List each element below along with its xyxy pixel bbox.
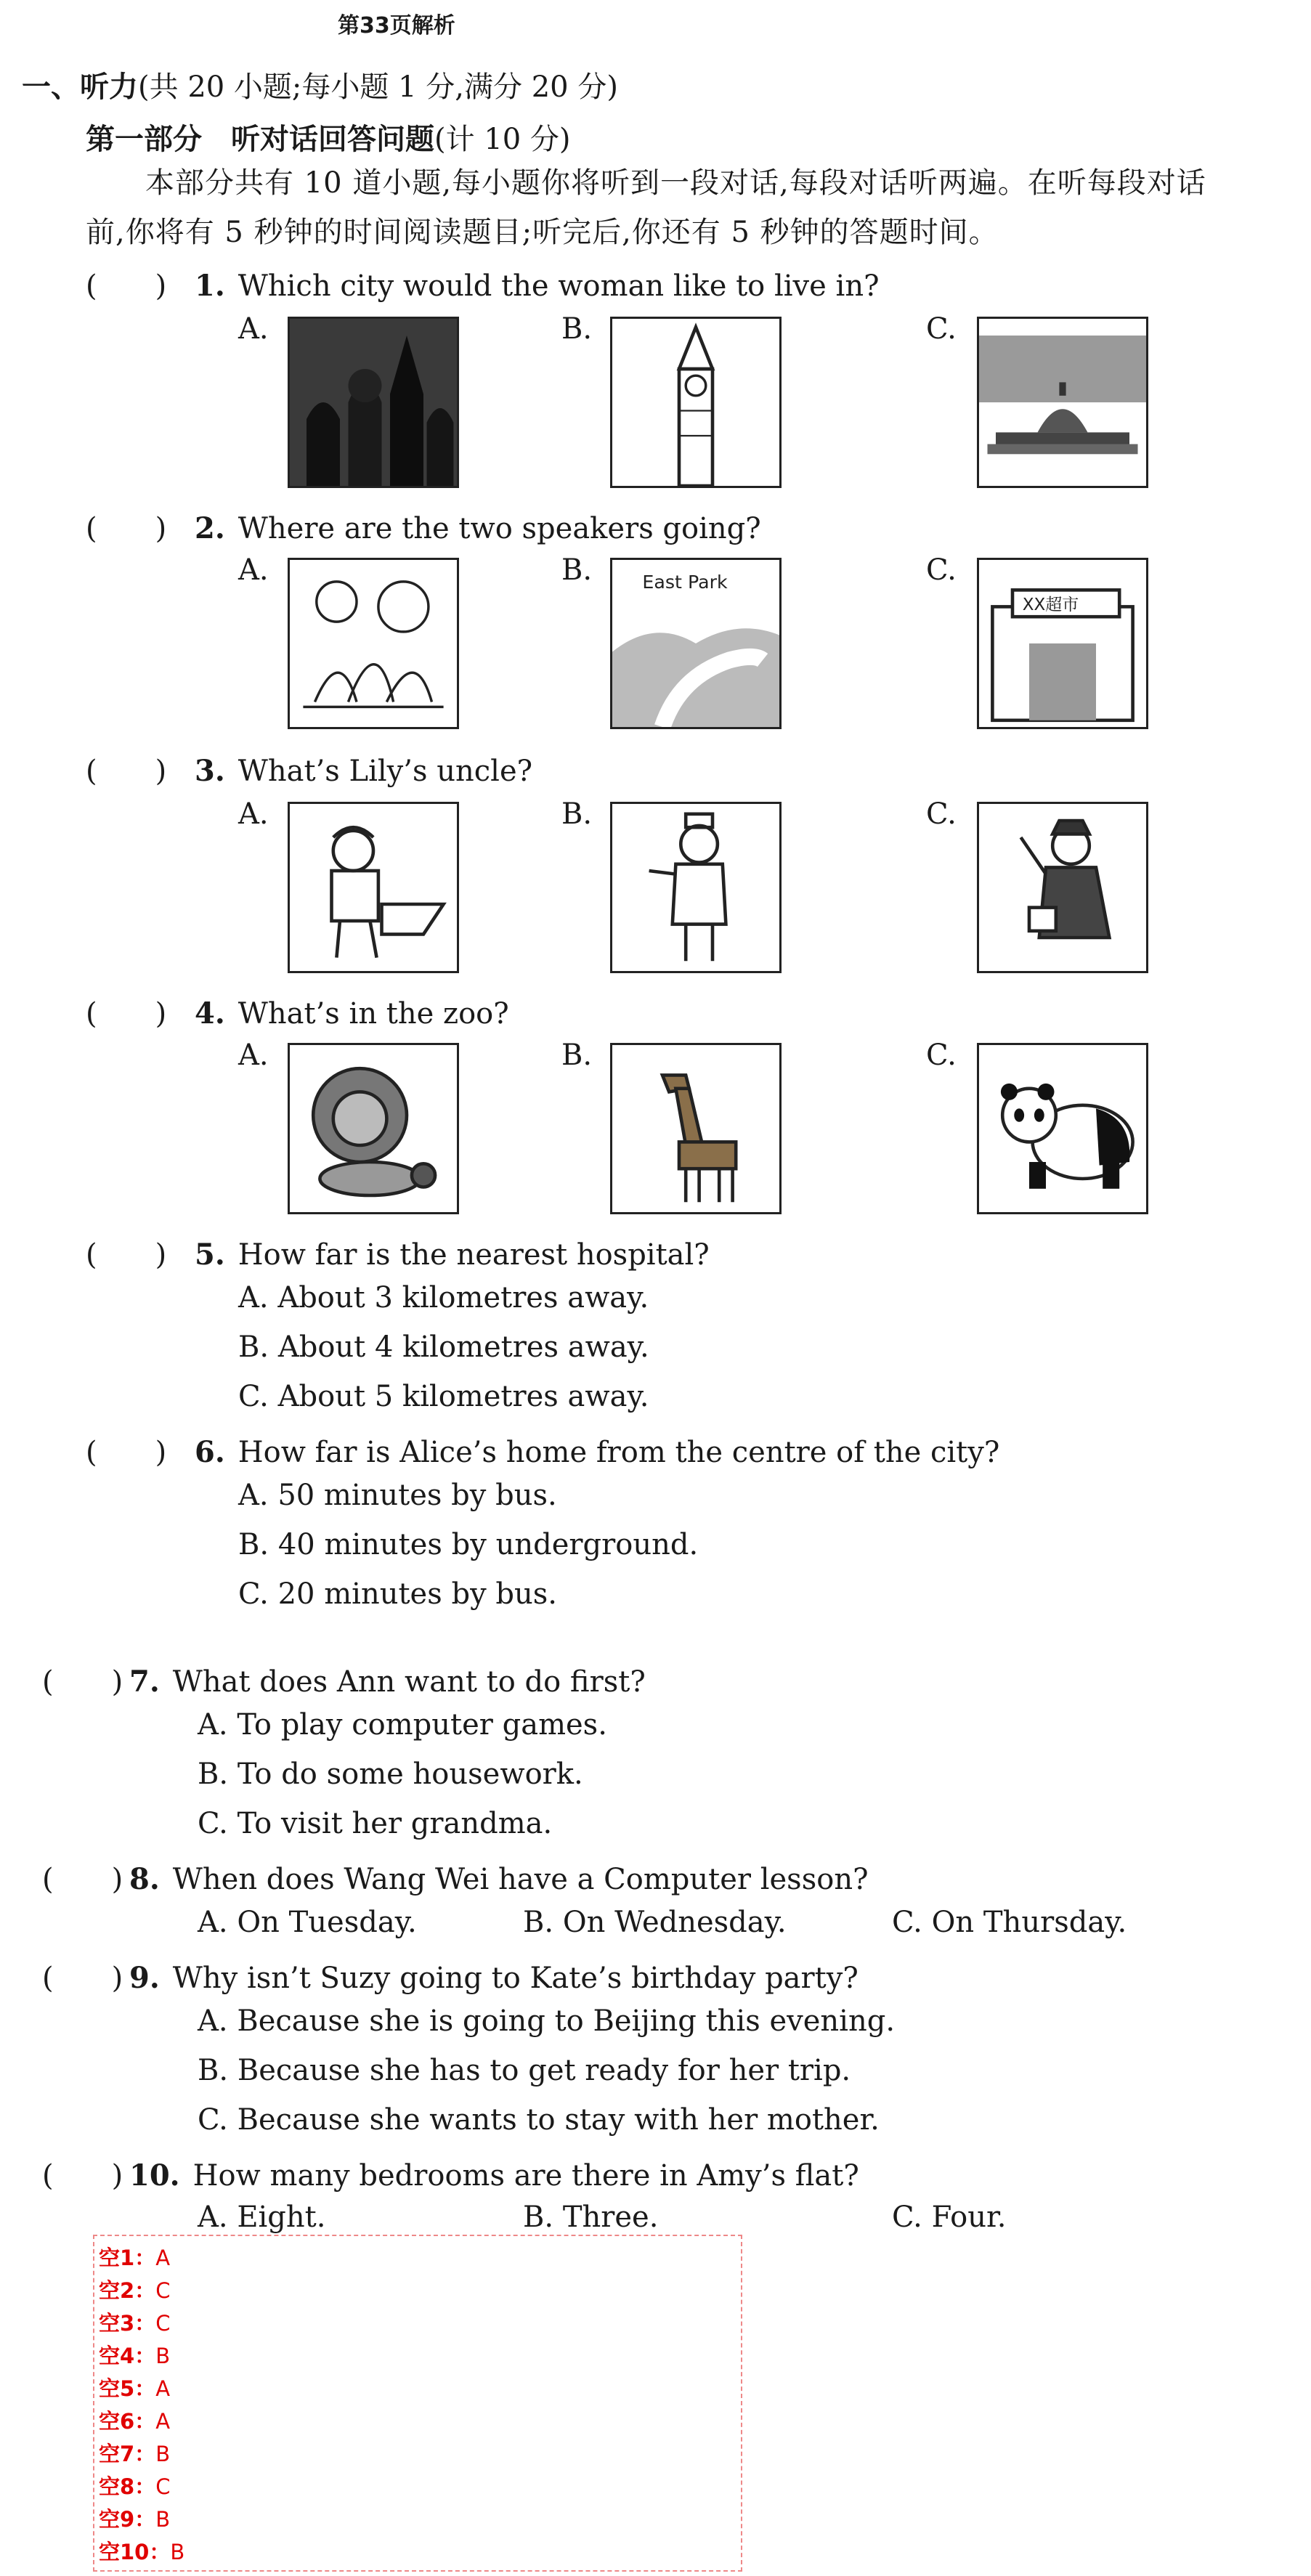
worker-image (288, 802, 459, 973)
answer-bracket: ( ) (42, 1863, 123, 1896)
answer-bracket: ( ) (42, 2159, 123, 2193)
question-text: What does Ann want to do first? (172, 1665, 646, 1699)
option-label: A. (238, 553, 269, 587)
question-text: How far is Alice’s home from the centre of the city? (238, 1436, 1000, 1469)
answer-row (99, 2275, 736, 2307)
question-3 (86, 748, 532, 789)
question-7 (42, 1659, 646, 1700)
option-a: A. Because she is going to Beijing this evening. (198, 2004, 896, 2038)
instructions: 本部分共有 10 道小题,每小题你将听到一段对话,每段对话听两遍。在听每段对话前,你将有 5 秒钟的时间阅读题目;听完后,你还有 5 秒钟的答题时间。 (86, 166, 1206, 249)
question-number: 1. (195, 269, 225, 303)
answer-row (99, 2536, 736, 2569)
question-8 (42, 1856, 869, 1898)
answer-value: B (155, 2442, 171, 2466)
question-6 (86, 1429, 999, 1471)
answer-label: 空4： (99, 2344, 156, 2368)
section-title: 一、听力 (22, 70, 138, 104)
answer-label: 空10： (99, 2540, 171, 2564)
part-heading (86, 116, 571, 158)
answer-label: 空1： (99, 2246, 156, 2270)
question-5 (86, 1232, 710, 1273)
answer-bracket: ( ) (86, 269, 167, 303)
option-label: B. (561, 553, 593, 587)
answer-row (99, 2242, 736, 2275)
question-number: 5. (195, 1238, 225, 1272)
answer-value: B (155, 2507, 171, 2532)
answer-value: C (155, 2311, 171, 2336)
question-number: 6. (195, 1435, 225, 1469)
question-number: 2. (195, 511, 225, 545)
question-text: How many bedrooms are there in Amy’s flat? (192, 2159, 859, 2193)
answer-bracket: ( ) (86, 512, 167, 545)
answer-label: 空5： (99, 2376, 156, 2401)
answer-row (99, 2405, 736, 2438)
answer-bracket: ( ) (86, 755, 167, 788)
question-text: What’s in the zoo? (238, 997, 509, 1031)
option-a: A. On Tuesday. (198, 1906, 417, 1939)
giraffe-image (610, 1043, 782, 1214)
option-a: A. Eight. (198, 2201, 326, 2234)
question-number: 8. (129, 1862, 160, 1896)
panda-image (977, 1043, 1148, 1214)
answer-label: 空8： (99, 2474, 156, 2499)
postman-image (977, 802, 1148, 973)
capitol-building-image (977, 317, 1148, 488)
question-number: 4. (195, 996, 225, 1031)
question-2 (86, 505, 761, 547)
option-c: C. Because she wants to stay with her mother. (198, 2103, 880, 2137)
option-label: C. (926, 553, 957, 587)
question-9 (42, 1955, 859, 1996)
answer-key-box (93, 2235, 742, 2572)
moscow-kremlin-image (288, 317, 459, 488)
option-a: A. 50 minutes by bus. (238, 1479, 557, 1512)
option-label: C. (926, 1039, 957, 1072)
answer-row (99, 2438, 736, 2471)
supermarket-image (977, 558, 1148, 729)
answer-row (99, 2373, 736, 2405)
question-text: Where are the two speakers going? (238, 512, 761, 545)
answer-label: 空3： (99, 2311, 156, 2336)
answer-value: A (155, 2409, 171, 2434)
answer-bracket: ( ) (86, 1238, 167, 1272)
answer-row (99, 2340, 736, 2373)
option-b: B. About 4 kilometres away. (238, 1330, 649, 1364)
question-number: 10. (129, 2158, 180, 2193)
part-note: (计 10 分) (434, 123, 571, 156)
sydney-opera-house-image (288, 558, 459, 729)
option-label: C. (926, 797, 957, 831)
option-b: B. To do some housework. (198, 1758, 583, 1791)
answer-row (99, 2307, 736, 2340)
option-b: B. On Wednesday. (523, 1906, 787, 1939)
option-label: C. (926, 312, 957, 346)
answer-bracket: ( ) (86, 997, 167, 1031)
question-text: When does Wang Wei have a Computer lesson? (172, 1863, 869, 1896)
question-4 (86, 991, 509, 1032)
page-header: 第33页解析 (338, 13, 455, 38)
option-c: C. 20 minutes by bus. (238, 1577, 557, 1611)
answer-bracket: ( ) (42, 1962, 123, 1995)
option-label: B. (561, 312, 593, 346)
question-text: Which city would the woman like to live in? (238, 269, 880, 303)
question-text: How far is the nearest hospital? (238, 1238, 710, 1272)
option-b: B. Three. (523, 2201, 659, 2234)
option-label: A. (238, 312, 269, 346)
east-park-sign: East Park (642, 572, 728, 593)
option-b: B. Because she has to get ready for her trip. (198, 2054, 851, 2087)
answer-value: B (155, 2344, 171, 2368)
question-number: 9. (129, 1961, 160, 1995)
section-heading (22, 64, 618, 105)
option-c: C. Four. (892, 2201, 1007, 2234)
part-title: 第一部分 听对话回答问题 (86, 122, 434, 156)
big-ben-image (610, 317, 782, 488)
answer-value: B (170, 2540, 185, 2564)
question-text: What’s Lily’s uncle? (238, 755, 533, 788)
answer-value: C (155, 2278, 171, 2303)
option-label: A. (238, 1039, 269, 1072)
east-park-image (610, 558, 782, 729)
section-note: (共 20 小题;每小题 1 分,满分 20 分) (138, 70, 618, 104)
question-text: Why isn’t Suzy going to Kate’s birthday party? (172, 1962, 859, 1995)
answer-value: A (155, 2246, 171, 2270)
option-label: B. (561, 1039, 593, 1072)
option-b: B. 40 minutes by underground. (238, 1528, 699, 1561)
answer-row (99, 2471, 736, 2503)
question-number: 3. (195, 754, 225, 788)
answer-value: C (155, 2474, 171, 2499)
option-label: B. (561, 797, 593, 831)
answer-bracket: ( ) (86, 1436, 167, 1469)
answer-row (99, 2503, 736, 2536)
option-a: A. About 3 kilometres away. (238, 1281, 649, 1315)
answer-label: 空2： (99, 2278, 156, 2303)
answer-label: 空9： (99, 2507, 156, 2532)
lion-image (288, 1043, 459, 1214)
question-1 (86, 263, 880, 304)
answer-label: 空7： (99, 2442, 156, 2466)
option-label: A. (238, 797, 269, 831)
answer-value: A (155, 2376, 171, 2401)
option-a: A. To play computer games. (198, 1708, 607, 1742)
answer-label: 空6： (99, 2409, 156, 2434)
doctor-image (610, 802, 782, 973)
answer-bracket: ( ) (42, 1665, 123, 1699)
option-c: C. To visit her grandma. (198, 1807, 553, 1840)
supermarket-sign: XX超市 (1022, 596, 1079, 614)
option-c: C. About 5 kilometres away. (238, 1380, 649, 1413)
option-c: C. On Thursday. (892, 1906, 1127, 1939)
question-number: 7. (129, 1665, 160, 1699)
question-10 (42, 2153, 859, 2194)
